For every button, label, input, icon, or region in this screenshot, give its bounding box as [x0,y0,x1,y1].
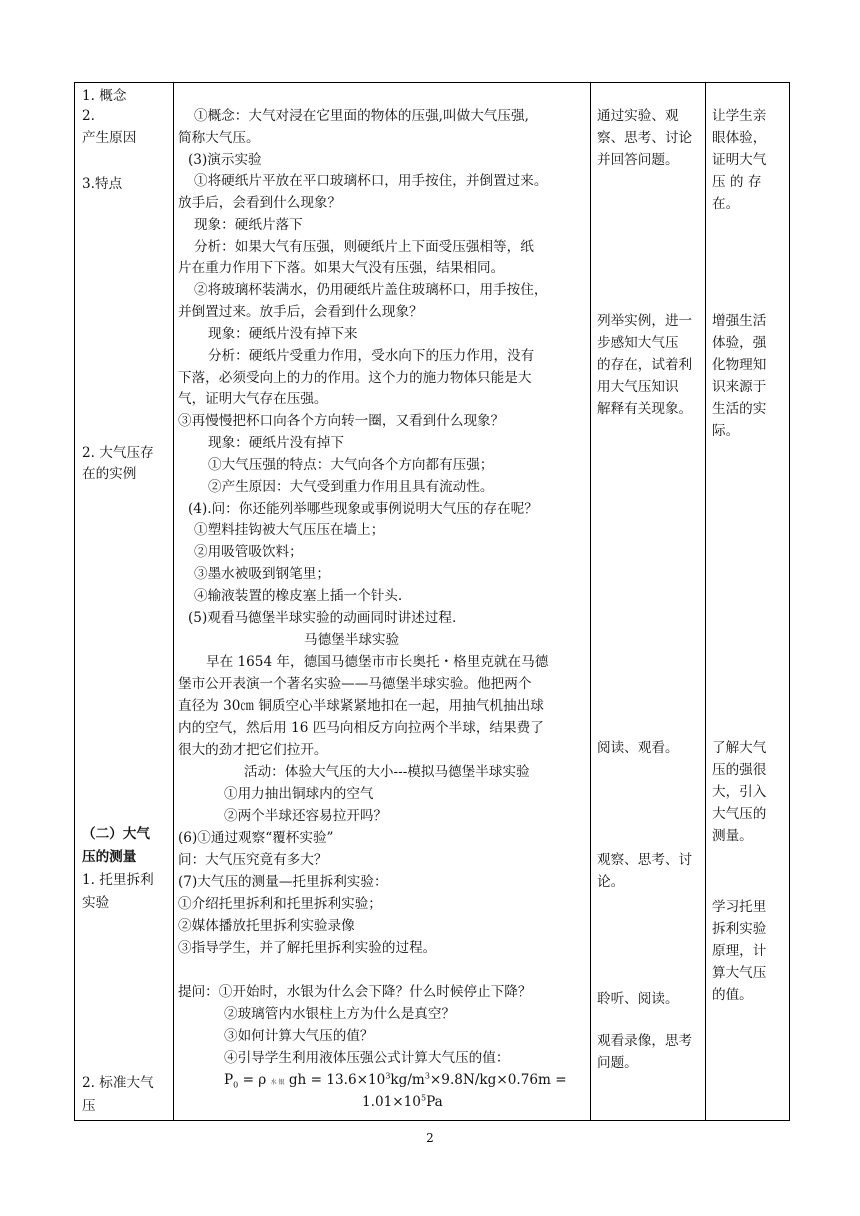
intent-line: 生活的实 [712,401,767,417]
content-line: (4).问：你还能列举哪些现象或事例说明大气压的存在呢？ [188,501,538,517]
formula-p0: P [224,1072,234,1088]
content-line: (6)①通过观察“覆杯实验” [178,830,334,846]
formula-unit3: Pa [426,1094,443,1110]
content-line: 早在 1654 年，德国马德堡市市长奥托・格里克就在马德 [206,654,549,670]
topic-line: 产生原因 [82,130,137,146]
content-line: ④引导学生利用液体压强公式计算大气压的值： [224,1050,510,1066]
topic-line: 2. [82,108,95,124]
intent-line: 原理，计 [712,943,767,959]
intent-line: 让学生亲 [712,108,767,124]
formula-unit1: kg/m [390,1072,425,1088]
formula-rho-sub: 水 银 [270,1079,285,1086]
content-line: (5)观看马德堡半球实验的动画同时讲述过程. [188,610,457,626]
student-line: 解释有关现象。 [597,401,693,417]
intent-line: 的值。 [712,987,753,1003]
topic-line: 压的测量 [82,849,137,865]
content-line: 并倒置过来。放手后，会看到什么现象？ [178,304,423,320]
intent-line: 压的强很 [712,762,767,778]
topic-column [75,83,174,1121]
content-line: 气，证明大气存在压强。 [178,391,328,407]
student-line: 察、思考、讨论 [597,130,693,146]
topic-line: 2. 标准大气 [82,1075,154,1091]
content-line: 很大的劲才把它们拉开。 [178,742,328,758]
formula-p0-sub: 0 [233,1080,239,1090]
topic-line: 3.特点 [82,176,123,192]
intent-line: 证明大气 [712,152,767,168]
intent-line: 大，引入 [712,784,767,800]
content-line: 下落，必须受向上的力的作用。这个力的施力物体只能是大 [178,370,532,386]
formula-rest: gh = 13.6×10 [288,1072,386,1088]
topic-line: 在的实例 [82,466,137,482]
content-line: ③再慢慢把杯口向各个方向转一圈，又看到什么现象？ [178,413,505,429]
content-line: 分析：如果大气有压强，则硬纸片上下面受压强相等，纸 [194,239,534,255]
student-line: 的存在，试着利 [597,357,693,373]
student-activity-column [591,83,706,1121]
student-line: 通过实验、观 [597,108,679,124]
content-line: ①介绍托里拆利和托里拆利实验； [178,896,382,912]
intent-line: 增强生活 [712,313,767,329]
intent-line: 化物理知 [712,357,767,373]
table-row [75,83,790,1121]
content-line: ②产生原因：大气受到重力作用且具有流动性。 [208,479,494,495]
intent-line: 在。 [712,196,740,212]
intent-line: 学习托里 [712,899,767,915]
topic-line: 压 [82,1098,96,1114]
content-line: ②用吸管吸饮料； [194,544,303,560]
content-line: ③指导学生，并了解托里拆利实验的过程。 [178,940,437,956]
design-intent-column [706,83,790,1121]
content-line: ②媒体播放托里拆利实验录像 [178,918,355,934]
intent-line: 测量。 [712,828,753,844]
intent-line: 压 的 存 [712,174,762,190]
formula-rest2: ×9.8N/kg×0.76m = [429,1072,567,1088]
content-line: 问：大气压究竟有多大？ [178,852,328,868]
formula-exp1: 3 [385,1071,391,1081]
student-line: 用大气压知识 [597,379,679,395]
content-line: 堡市公开表演一个著名实验——马德堡半球实验。他把两个 [178,676,532,692]
content-line: ①将硬纸片平放在平口玻璃杯口，用手按住，并倒置过来。 [194,173,548,189]
content-line: 直径为 30㎝ 铜质空心半球紧紧地扣在一起，用抽气机抽出球 [178,698,544,714]
content-line: 现象：硬纸片没有掉下 [208,435,344,451]
content-line: ①概念：大气对浸在它里面的物体的压强,叫做大气压强, [194,108,529,124]
formula-exp3: 5 [420,1093,427,1103]
topic-line: （二）大气 [82,826,150,842]
content-line: ②两个半球还容易拉开吗？ [224,808,388,824]
intent-line: 大气压的 [712,806,767,822]
content-line: 放手后，会看到什么现象？ [178,195,342,211]
intent-line: 算大气压 [712,965,767,981]
content-line: ①塑料挂钩被大气压压在墙上； [194,522,385,538]
student-line: 问题。 [597,1055,638,1071]
content-line: 现象：硬纸片没有掉下来 [208,326,358,342]
content-line: ③如何计算大气压的值？ [224,1028,374,1044]
content-line: 片在重力作用下下落。如果大气没有压强，结果相同。 [178,260,505,276]
student-line: 列举实例，进一 [597,313,693,329]
student-line: 聆听、阅读。 [597,991,679,1007]
content-line: 内的空气，然后用 16 匹马向相反方向拉两个半球，结果费了 [178,720,544,736]
formula-exp2: 3 [424,1071,430,1081]
intent-line: 体验，强 [712,335,767,351]
formula-eq: = ρ [242,1072,267,1088]
content-line: 活动：体验大气压的大小---模拟马德堡半球实验 [244,764,530,780]
intent-line: 识来源于 [712,379,767,395]
content-line: 现象：硬纸片落下 [194,217,303,233]
topic-line: 2. 大气压存 [82,445,154,461]
intent-line: 眼体验， [712,130,767,146]
formula-line [224,1071,567,1092]
formula-result [362,1093,443,1112]
content-line: 马德堡半球实验 [304,632,400,648]
lesson-table [74,82,790,1121]
content-line: ③墨水被吸到钢笔里； [194,566,330,582]
content-line: (3)演示实验 [188,152,262,168]
content-line: ④输液装置的橡皮塞上插一个针头. [194,588,403,604]
content-line: (7)大气压的测量—托里拆利实验： [178,874,388,890]
topic-line: 实验 [82,895,110,911]
student-line: 阅读、观看。 [597,740,679,756]
formula-result-value: 1.01×10 [362,1094,421,1110]
student-line: 步感知大气压 [597,335,679,351]
student-line: 观察、思考、讨 [597,852,693,868]
intent-line: 际。 [712,423,740,439]
content-line: 分析：硬纸片受重力作用，受水向下的压力作用，没有 [208,348,535,364]
student-line: 观看录像，思考 [597,1033,693,1049]
content-line: ①用力抽出铜球内的空气 [224,786,374,802]
content-line: 提问：①开始时，水银为什么会下降？什么时候停止下降？ [178,984,532,1000]
page-number: 2 [426,1131,434,1145]
teaching-content-column [174,83,591,1121]
content-line: ②玻璃管内水银柱上方为什么是真空？ [224,1006,456,1022]
content-line: 简称大气压。 [178,130,260,146]
topic-line: 1. 托里拆利 [82,872,154,888]
student-line: 论。 [597,874,625,890]
intent-line: 拆利实验 [712,921,767,937]
intent-line: 了解大气 [712,740,767,756]
content-line: ②将玻璃杯装满水，仍用硬纸片盖住玻璃杯口，用手按住， [194,282,548,298]
content-line: ①大气压强的特点：大气向各个方向都有压强； [208,457,494,473]
student-line: 并回答问题。 [597,152,679,168]
topic-line: 1. 概念 [82,88,127,104]
